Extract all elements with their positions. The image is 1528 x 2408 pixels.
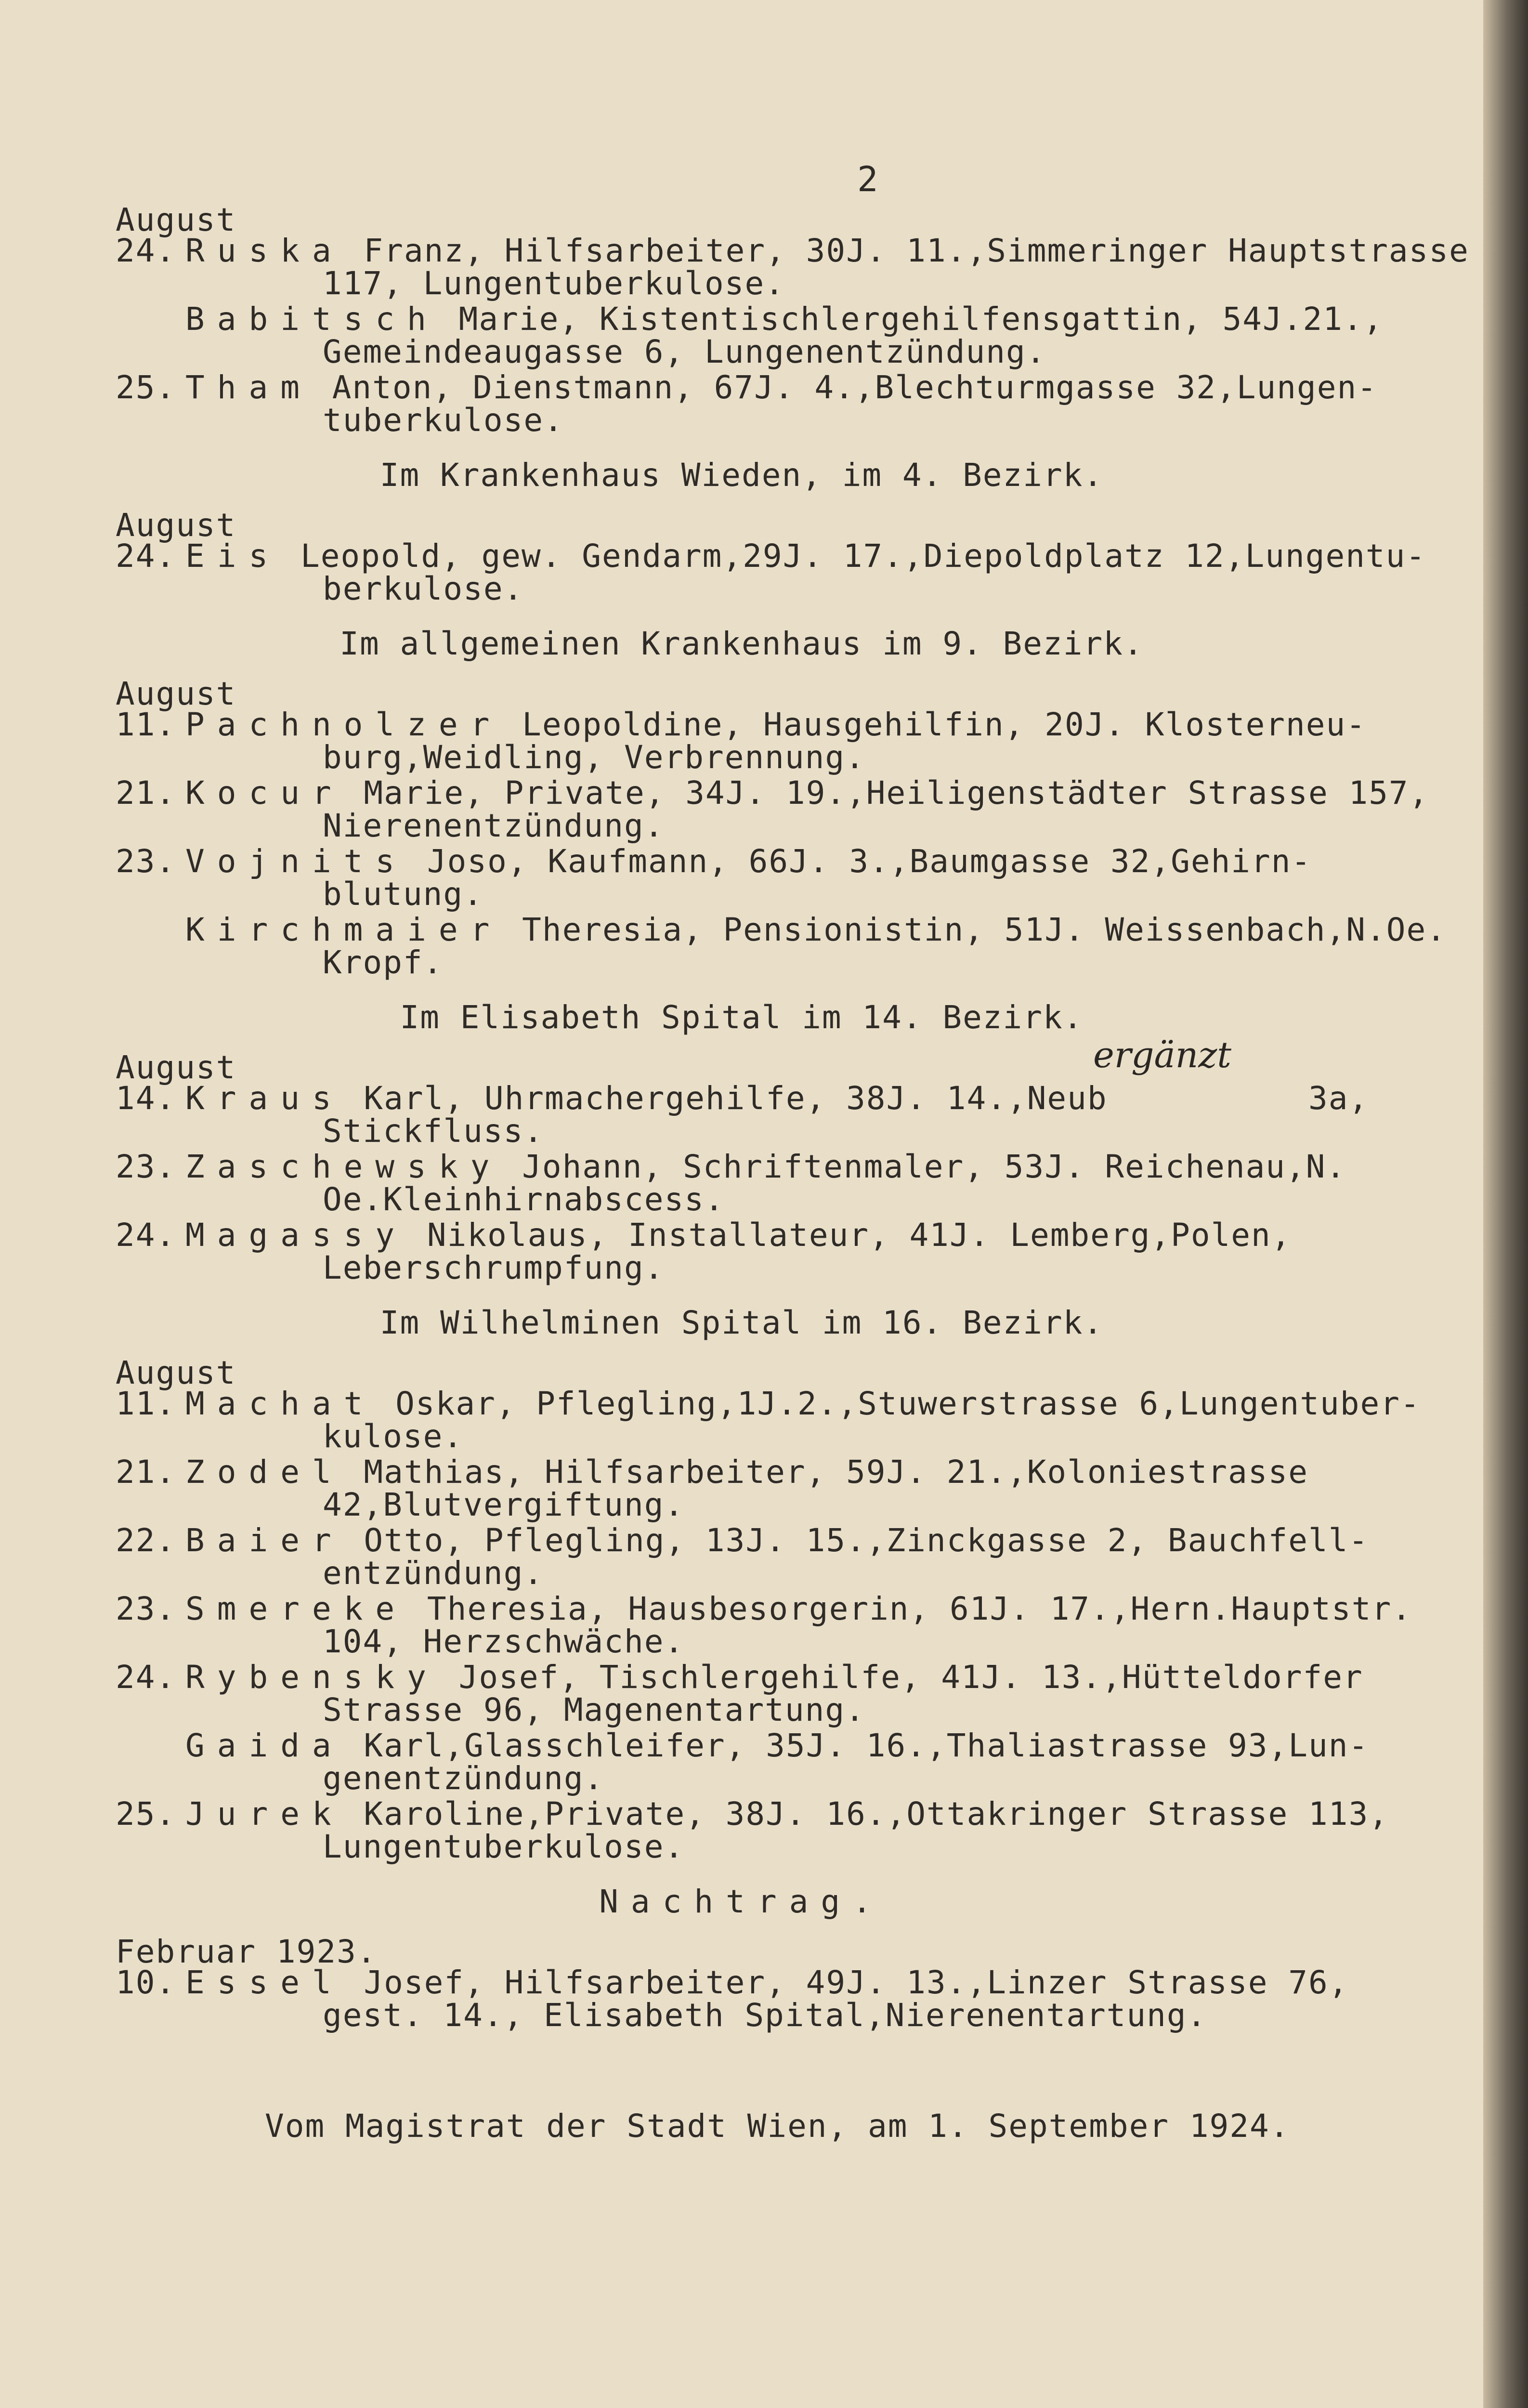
entry-day: 11. bbox=[116, 1385, 176, 1422]
entry-day: 11. bbox=[116, 706, 176, 743]
section-heading-text: Im Elisabeth Spital im 14. Bezirk. bbox=[400, 999, 1084, 1036]
entry-surname: Zodel bbox=[185, 1453, 344, 1491]
entry-details-cont: Gemeindeaugasse 6, Lungenentzündung. bbox=[323, 333, 1046, 370]
entry-continuation bbox=[323, 1692, 865, 1728]
entry-line bbox=[116, 1081, 1369, 1116]
entry-surname: Smereke bbox=[185, 1590, 407, 1627]
entry-details: Franz, Hilfsarbeiter, 30J. 11.,Simmeringer Hauptstrasse bbox=[343, 232, 1469, 269]
entry-continuation bbox=[323, 266, 785, 301]
entry-line bbox=[116, 1660, 1363, 1695]
entry-details: Leopoldine, Hausgehilfin, 20J. Klosterneu- bbox=[502, 706, 1366, 743]
entry-details-cont: Leberschrumpfung. bbox=[323, 1249, 665, 1286]
closing-line bbox=[265, 2108, 1290, 2144]
entry-continuation bbox=[323, 1998, 1207, 2033]
entry-details-cont: 117, Lungentuberkulose. bbox=[323, 265, 785, 302]
section-heading bbox=[0, 1000, 1483, 1035]
entry-details-cont: Lungentuberkulose. bbox=[323, 1828, 685, 1865]
entry-details-cont: 42,Blutvergiftung. bbox=[323, 1486, 685, 1523]
section-heading bbox=[0, 458, 1483, 493]
entry-line bbox=[116, 370, 1377, 406]
entry-surname: Kocur bbox=[185, 774, 344, 811]
handwritten-insertion: ergänzt bbox=[1093, 1034, 1232, 1076]
entry-details: Marie, Kistentischlergehilfensgattin, 54J.21., bbox=[438, 301, 1384, 338]
entry-day: 25. bbox=[116, 1795, 176, 1832]
entry-continuation bbox=[323, 1487, 684, 1523]
entry-day: 23. bbox=[116, 1590, 176, 1627]
entry-details: Karoline,Private, 38J. 16.,Ottakringer Strasse 113, bbox=[343, 1795, 1389, 1832]
entry-details-cont: burg,Weidling, Verbrennung. bbox=[323, 739, 865, 776]
entry-surname: Ruska bbox=[185, 232, 344, 269]
entry-surname: Kirchmaier bbox=[185, 911, 502, 948]
entry-details-cont: tuberkulose. bbox=[323, 402, 564, 439]
section-heading-text: Im Krankenhaus Wieden, im 4. Bezirk. bbox=[379, 457, 1104, 494]
entry-line bbox=[116, 1217, 1292, 1253]
month-text: August bbox=[116, 1049, 236, 1086]
entry-line bbox=[116, 233, 1469, 269]
entry-details-cont: Oe.Kleinhirnabscess. bbox=[323, 1181, 725, 1218]
entry-day: 14. bbox=[116, 1080, 176, 1117]
entry-continuation bbox=[323, 877, 483, 912]
entry-line bbox=[116, 1965, 1348, 2001]
entry-surname: Essel bbox=[185, 1964, 344, 2001]
entry-line bbox=[116, 775, 1429, 811]
entry-line bbox=[116, 1728, 1369, 1764]
month-text: Februar 1923. bbox=[116, 1933, 377, 1970]
entry-continuation bbox=[323, 1113, 544, 1149]
entry-details-cont: Kropf. bbox=[323, 944, 444, 981]
entry-surname: Machat bbox=[185, 1385, 376, 1422]
entry-surname: Tham bbox=[185, 369, 312, 406]
entry-day: 24. bbox=[116, 232, 176, 269]
entry-line bbox=[116, 538, 1426, 574]
entry-surname: Kraus bbox=[185, 1080, 344, 1117]
entry-continuation bbox=[323, 334, 1046, 370]
entry-surname: Babitsch bbox=[185, 301, 439, 338]
section-heading bbox=[0, 626, 1483, 662]
entry-continuation bbox=[323, 403, 564, 438]
entry-day: 23. bbox=[116, 1148, 176, 1185]
entry-day: 24. bbox=[116, 1217, 176, 1254]
entry-surname: Rybensky bbox=[185, 1659, 439, 1696]
entry-surname: Baier bbox=[185, 1522, 344, 1559]
month-text: August bbox=[116, 201, 236, 238]
nachtrag-heading bbox=[0, 1884, 1483, 1920]
entry-day: 24. bbox=[116, 1659, 176, 1696]
section-heading bbox=[0, 1305, 1483, 1341]
entry-continuation bbox=[323, 808, 665, 844]
entry-details-cont: genentzündung. bbox=[323, 1760, 604, 1797]
entry-continuation bbox=[323, 1250, 665, 1286]
entry-details-cont: Nierenentzündung. bbox=[323, 807, 665, 844]
entry-details: Theresia, Hausbesorgerin, 61J. 17.,Hern.Hauptstr. bbox=[407, 1590, 1412, 1627]
entry-details: Mathias, Hilfsarbeiter, 59J. 21.,Koloniestrasse bbox=[343, 1453, 1308, 1491]
entry-surname: Jurek bbox=[185, 1795, 344, 1832]
entry-day: 21. bbox=[116, 1453, 176, 1491]
month-text: August bbox=[116, 1354, 236, 1391]
entry-line bbox=[116, 1454, 1308, 1490]
entry-line bbox=[116, 1149, 1346, 1185]
entry-details: Karl, Uhrmachergehilfe, 38J. 14.,Neub 3a, bbox=[343, 1080, 1369, 1117]
binding-edge bbox=[1483, 0, 1528, 2408]
entry-details: Otto, Pflegling, 13J. 15.,Zinckgasse 2, Bauchfell- bbox=[343, 1522, 1369, 1559]
entry-continuation bbox=[323, 1419, 463, 1454]
entry-details-cont: Stickfluss. bbox=[323, 1112, 544, 1150]
entry-line bbox=[116, 844, 1311, 879]
entry-continuation bbox=[323, 1182, 725, 1217]
entry-surname: Eis bbox=[185, 537, 281, 575]
entry-details: Marie, Private, 34J. 19.,Heiligenstädter Strasse 157, bbox=[343, 774, 1429, 811]
entry-line bbox=[116, 1523, 1369, 1558]
entry-line bbox=[116, 707, 1366, 743]
entry-day: 22. bbox=[116, 1522, 176, 1559]
entry-line bbox=[116, 1796, 1389, 1832]
entry-surname: Gaida bbox=[185, 1727, 344, 1764]
entry-details-cont: Strasse 96, Magenentartung. bbox=[323, 1691, 865, 1728]
entry-surname: Magassy bbox=[185, 1217, 407, 1254]
section-heading-text: Im Wilhelminen Spital im 16. Bezirk. bbox=[379, 1304, 1104, 1341]
entry-details: Nikolaus, Installateur, 41J. Lemberg,Polen, bbox=[407, 1217, 1292, 1254]
entry-surname: Zaschewsky bbox=[185, 1148, 502, 1185]
entry-continuation bbox=[323, 1829, 684, 1865]
entry-line bbox=[116, 912, 1447, 948]
entry-continuation bbox=[323, 571, 523, 607]
entry-continuation bbox=[323, 1761, 604, 1796]
entry-details-cont: berkulose. bbox=[323, 570, 524, 607]
entry-line bbox=[116, 1386, 1421, 1422]
entry-continuation bbox=[323, 1556, 544, 1591]
entry-line bbox=[116, 301, 1383, 337]
entry-details: Anton, Dienstmann, 67J. 4.,Blechturmgasse 32,Lungen- bbox=[312, 369, 1377, 406]
entry-details-cont: kulose. bbox=[323, 1418, 464, 1455]
entry-continuation bbox=[323, 1624, 684, 1660]
entry-day: 23. bbox=[116, 843, 176, 880]
entry-details: Josef, Hilfsarbeiter, 49J. 13.,Linzer Strasse 76, bbox=[343, 1964, 1349, 2001]
entry-continuation bbox=[323, 945, 443, 981]
entry-surname: Pachnolzer bbox=[185, 706, 502, 743]
entry-day: 25. bbox=[116, 369, 176, 406]
entry-details: Karl,Glasschleifer, 35J. 16.,Thaliastrasse 93,Lun- bbox=[343, 1727, 1369, 1764]
entry-line bbox=[116, 1591, 1412, 1627]
entry-details: Oskar, Pflegling,1J.2.,Stuwerstrasse 6,Lungentuber- bbox=[375, 1385, 1421, 1422]
entry-surname: Vojnits bbox=[185, 843, 407, 880]
nachtrag-heading-text: Nachtrag. bbox=[599, 1883, 884, 1920]
entry-details: Theresia, Pensionistin, 51J. Weissenbach,N.Oe. bbox=[502, 911, 1447, 948]
section-heading-text: Im allgemeinen Krankenhaus im 9. Bezirk. bbox=[340, 625, 1144, 662]
entry-details: Joso, Kaufmann, 66J. 3.,Baumgasse 32,Gehirn- bbox=[407, 843, 1312, 880]
entry-details-cont: gest. 14., Elisabeth Spital,Nierenentartung. bbox=[323, 1997, 1207, 2034]
entry-details-cont: blutung. bbox=[323, 876, 483, 913]
entry-day: 10. bbox=[116, 1964, 176, 2001]
entry-details: Leopold, gew. Gendarm,29J. 17.,Diepoldplatz 12,Lungentu- bbox=[280, 537, 1426, 575]
page-number: 2 bbox=[857, 159, 878, 199]
closing-text: Vom Magistrat der Stadt Wien, am 1. September 1924. bbox=[265, 2107, 1290, 2145]
entry-details-cont: 104, Herzschwäche. bbox=[323, 1623, 685, 1660]
month-text: August bbox=[116, 507, 236, 544]
entry-continuation bbox=[323, 740, 865, 775]
entry-details: Josef, Tischlergehilfe, 41J. 13.,Hütteldorfer bbox=[438, 1659, 1363, 1696]
entry-details-cont: entzündung. bbox=[323, 1555, 544, 1592]
entry-day: 24. bbox=[116, 537, 176, 575]
entry-day: 21. bbox=[116, 774, 176, 811]
entry-details: Johann, Schriftenmaler, 53J. Reichenau,N. bbox=[502, 1148, 1346, 1185]
month-text: August bbox=[116, 675, 236, 712]
